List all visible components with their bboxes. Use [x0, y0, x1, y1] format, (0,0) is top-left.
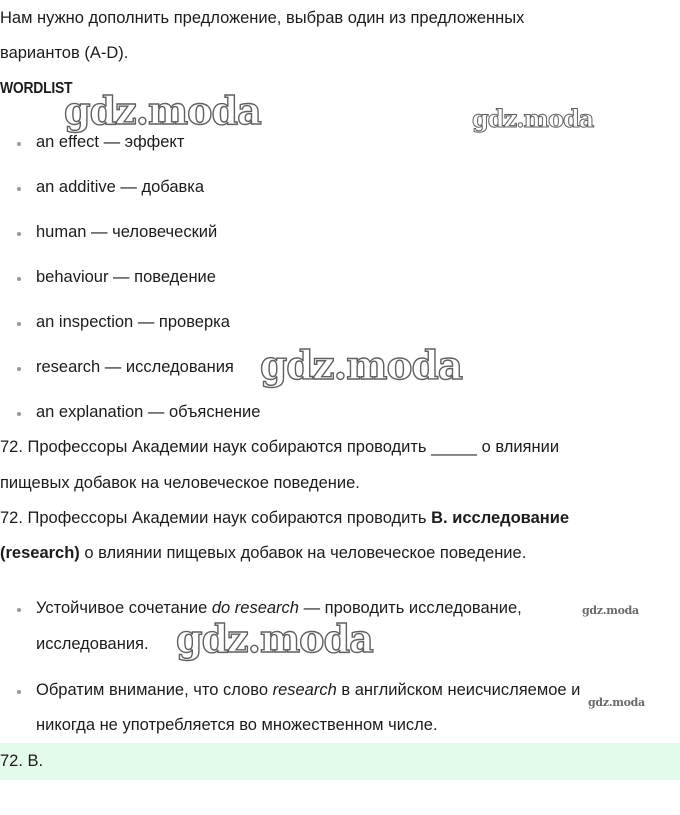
solution-line-2 [0, 544, 526, 563]
watermark-logo: gdz.moda [64, 88, 261, 133]
wordlist-item-text: human — человеческий [36, 223, 218, 241]
intro-line-2: вариантов (A-D). [0, 44, 129, 62]
wordlist-item-text: an additive — добавка [36, 178, 205, 196]
watermark-logo: gdz.moda [588, 696, 645, 709]
bullet-icon [17, 277, 21, 281]
note-text: в английском неисчисляемое и [336, 681, 581, 699]
watermark-logo: gdz.moda [260, 343, 463, 389]
answer-highlight [0, 743, 680, 780]
note-term: research [272, 681, 337, 699]
wordlist-item-text: an inspection — проверка [36, 313, 230, 331]
solution-text: 72. Профессоры Академии наук собираются проводить [0, 509, 432, 527]
solution-text: о влиянии пищевых добавок на человеческое поведение. [79, 544, 527, 562]
bullet-icon [17, 232, 21, 236]
bullet-icon [17, 142, 21, 146]
bullet-icon [17, 412, 21, 416]
wordlist-item-text: an explanation — объяснение [36, 403, 261, 421]
note-2-line-2: никогда не употребляется во множественном числе. [36, 716, 438, 734]
bullet-icon [17, 322, 21, 326]
answer-text: 72. B. [0, 752, 44, 770]
note-term: do research [211, 599, 299, 617]
intro-line-1: Нам нужно дополнить предложение, выбрав один из предложенных [0, 9, 525, 27]
solution-line-1 [0, 509, 569, 528]
note-text: Устойчивое сочетание [36, 599, 212, 617]
question-line-1: 72. Профессоры Академии наук собираются проводить _____ о влиянии [0, 438, 560, 456]
watermark-logo: gdz.moda [472, 104, 594, 133]
note-2-line-1 [36, 681, 580, 700]
note-text: — проводить исследование, [298, 599, 522, 617]
watermark-logo: gdz.moda [176, 616, 373, 661]
wordlist-item-text: behaviour — поведение [36, 268, 216, 286]
question-line-2: пищевых добавок на человеческое поведение. [0, 474, 360, 492]
note-1-line-2: исследования. [36, 635, 149, 653]
solution-answer: B. исследование [431, 509, 570, 527]
solution-answer-english: (research) [0, 544, 80, 562]
wordlist-item-text: research — исследования [36, 358, 234, 376]
bullet-icon [17, 187, 21, 191]
wordlist-heading: WORDLIST [0, 80, 73, 97]
watermark-logo: gdz.moda [582, 604, 639, 617]
bullet-icon [17, 608, 21, 612]
bullet-icon [17, 367, 21, 371]
note-text: Обратим внимание, что слово [36, 681, 273, 699]
wordlist-item-text: an effect — эффект [36, 133, 185, 151]
bullet-icon [17, 690, 21, 694]
